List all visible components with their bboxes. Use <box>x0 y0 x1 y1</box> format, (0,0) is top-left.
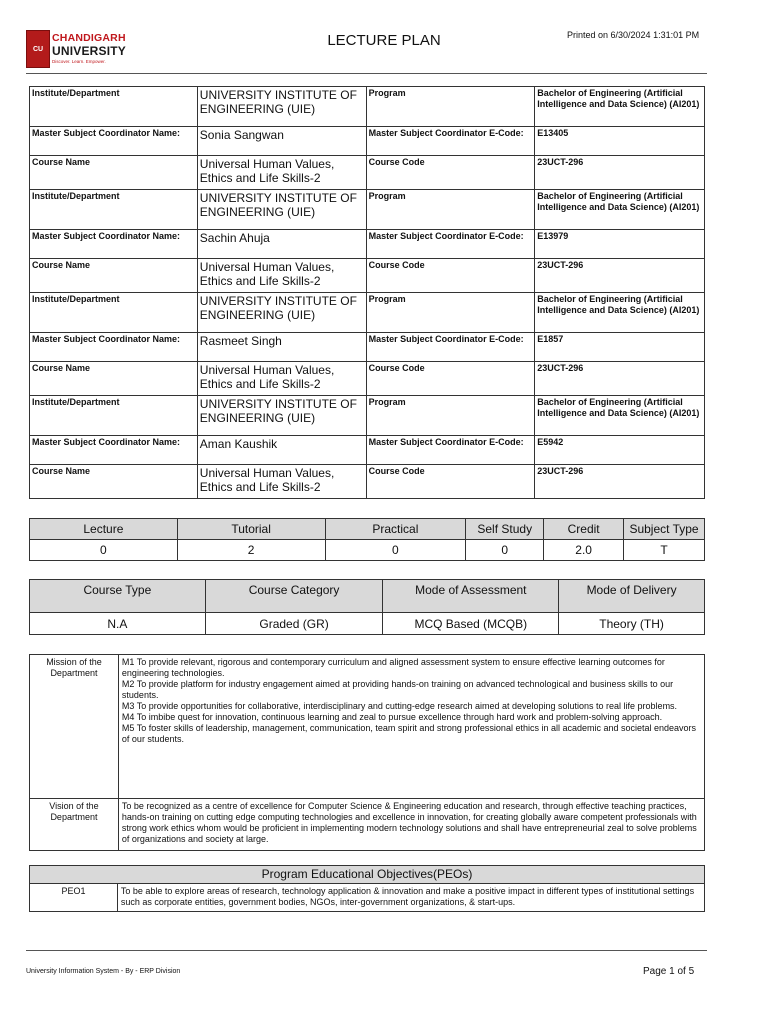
mission-item-m3: M3 To provide opportunities for collaborative, interdisciplinary and cutting-edge research aimed at developing solutions to real life problems. <box>121 701 678 711</box>
info-cell-value: UNIVERSITY INSTITUTE OF ENGINEERING (UIE) <box>197 190 366 230</box>
info-cell-value: UNIVERSITY INSTITUTE OF ENGINEERING (UIE) <box>197 396 366 436</box>
info-row <box>30 362 705 396</box>
info-cell-label: Course Name <box>30 156 198 190</box>
info-cell-label2: Course Code <box>366 156 535 190</box>
mission-item-m2: M2 To provide platform for industry engagement aimed at providing hands-on training on advanced technological and business skills to our students. <box>121 679 674 700</box>
info-cell-label2: Master Subject Coordinator E-Code: <box>366 230 535 259</box>
vision-label: Vision of the Department <box>30 799 119 851</box>
info-cell-label: Master Subject Coordinator Name: <box>30 333 198 362</box>
info-cell-value2: E5942 <box>535 436 705 465</box>
info-cell-value: Universal Human Values, Ethics and Life Skills-2 <box>197 362 366 396</box>
vision-text: To be recognized as a centre of excellence for Computer Science & Engineering education and research, through effective teaching practices, hands-on training on cutting edge computing technologies and excellence in innovation, for creating globally aware competent professionals with strong work ethics whom would be proficient in implementing modern technology solutions and shall have entrepreneurial zeal to solve problems of organizations and society at large. <box>118 799 704 851</box>
info-row <box>30 465 705 499</box>
info-row <box>30 436 705 465</box>
course-header-category: Course Category <box>205 580 383 613</box>
info-cell-value: Aman Kaushik <box>197 436 366 465</box>
peo-text: To be able to explore areas of research, technology application & innovation and make a positive impact in different types of institutional settings such as corporate entities, government bodies, NGOs, inter-government organizations, & start-ups. <box>117 884 704 912</box>
course-header-delivery: Mode of Delivery <box>559 580 705 613</box>
info-cell-label: Institute/Department <box>30 87 198 127</box>
logo-line2: UNIVERSITY <box>52 44 127 58</box>
info-cell-label: Course Name <box>30 362 198 396</box>
hours-value-lecture: 0 <box>30 540 178 561</box>
mission-item-m5: M5 To foster skills of leadership, management, communication, team spirit and strong professional ethics in all academic and societal endeavors of our students. <box>121 723 697 744</box>
info-row <box>30 333 705 362</box>
info-cell-value2: 23UCT-296 <box>535 465 705 499</box>
peo-title: Program Educational Objectives(PEOs) <box>30 866 705 884</box>
info-cell-value2: 23UCT-296 <box>535 156 705 190</box>
info-cell-value2: E13979 <box>535 230 705 259</box>
info-cell-value: Universal Human Values, Ethics and Life Skills-2 <box>197 465 366 499</box>
info-cell-label2: Program <box>366 190 535 230</box>
course-header-type: Course Type <box>30 580 206 613</box>
hours-header-practical: Practical <box>325 519 466 540</box>
info-cell-value: Sonia Sangwan <box>197 127 366 156</box>
mission-item-m4: M4 To imbibe quest for innovation, continuous learning and zeal to pursue excellence through hard work and problem-solving approach. <box>121 712 663 722</box>
course-value-category: Graded (GR) <box>205 613 383 635</box>
hours-value-self-study: 0 <box>466 540 544 561</box>
hours-header-tutorial: Tutorial <box>177 519 325 540</box>
info-cell-value2: 23UCT-296 <box>535 362 705 396</box>
info-cell-label: Institute/Department <box>30 190 198 230</box>
info-cell-label: Master Subject Coordinator Name: <box>30 436 198 465</box>
footer-system-label: University Information System - By - ERP Division <box>26 968 181 975</box>
page-number: Page 1 of 5 <box>643 966 695 977</box>
info-row <box>30 293 705 333</box>
mission-label: Mission of the Department <box>30 655 119 799</box>
hours-header-subject-type: Subject Type <box>624 519 705 540</box>
info-cell-value2: Bachelor of Engineering (Artificial Intelligence and Data Science) (AI201) <box>535 190 705 230</box>
info-cell-value2: 23UCT-296 <box>535 259 705 293</box>
hours-table <box>29 518 705 561</box>
info-cell-value: UNIVERSITY INSTITUTE OF ENGINEERING (UIE) <box>197 293 366 333</box>
logo-line1: CHANDIGARH <box>52 32 126 44</box>
info-row <box>30 156 705 190</box>
hours-value-practical: 0 <box>325 540 466 561</box>
info-cell-label2: Program <box>366 396 535 436</box>
hours-header-lecture: Lecture <box>30 519 178 540</box>
mission-vision-table <box>29 654 705 851</box>
footer-divider <box>26 950 707 951</box>
info-cell-label2: Master Subject Coordinator E-Code: <box>366 127 535 156</box>
peo-table <box>29 865 705 912</box>
info-row <box>30 396 705 436</box>
info-cell-label: Institute/Department <box>30 396 198 436</box>
info-cell-value2: E1857 <box>535 333 705 362</box>
info-cell-value2: E13405 <box>535 127 705 156</box>
hours-value-credit: 2.0 <box>544 540 624 561</box>
info-cell-value: Universal Human Values, Ethics and Life Skills-2 <box>197 259 366 293</box>
mission-text <box>118 655 704 799</box>
info-cell-label2: Course Code <box>366 362 535 396</box>
info-cell-label2: Master Subject Coordinator E-Code: <box>366 333 535 362</box>
course-header-assessment: Mode of Assessment <box>383 580 559 613</box>
info-cell-label: Institute/Department <box>30 293 198 333</box>
info-cell-value: UNIVERSITY INSTITUTE OF ENGINEERING (UIE) <box>197 87 366 127</box>
info-cell-label2: Course Code <box>366 465 535 499</box>
hours-value-subject-type: T <box>624 540 705 561</box>
info-cell-value: Rasmeet Singh <box>197 333 366 362</box>
course-value-assessment: MCQ Based (MCQB) <box>383 613 559 635</box>
info-cell-value: Universal Human Values, Ethics and Life Skills-2 <box>197 156 366 190</box>
info-cell-label: Master Subject Coordinator Name: <box>30 230 198 259</box>
page-title: LECTURE PLAN <box>327 32 441 49</box>
hours-header-credit: Credit <box>544 519 624 540</box>
peo-code: PEO1 <box>30 884 118 912</box>
mission-item-m1: M1 To provide relevant, rigorous and contemporary curriculum and aligned assessment system to ensure effective learning outcomes for engineering technologies. <box>121 657 665 678</box>
course-type-table <box>29 579 705 635</box>
info-cell-label: Course Name <box>30 259 198 293</box>
info-row <box>30 190 705 230</box>
hours-value-tutorial: 2 <box>177 540 325 561</box>
crest-icon: CU <box>26 30 50 68</box>
info-row <box>30 230 705 259</box>
info-cell-label: Master Subject Coordinator Name: <box>30 127 198 156</box>
info-cell-label2: Master Subject Coordinator E-Code: <box>366 436 535 465</box>
info-cell-value2: Bachelor of Engineering (Artificial Intelligence and Data Science) (AI201) <box>535 396 705 436</box>
info-cell-value2: Bachelor of Engineering (Artificial Intelligence and Data Science) (AI201) <box>535 87 705 127</box>
info-cell-label2: Program <box>366 87 535 127</box>
info-cell-label2: Program <box>366 293 535 333</box>
course-info-table <box>29 86 705 499</box>
info-row <box>30 127 705 156</box>
header-divider <box>26 73 707 74</box>
info-cell-label2: Course Code <box>366 259 535 293</box>
info-cell-value: Sachin Ahuja <box>197 230 366 259</box>
hours-header-self-study: Self Study <box>466 519 544 540</box>
info-cell-value2: Bachelor of Engineering (Artificial Intelligence and Data Science) (AI201) <box>535 293 705 333</box>
printed-timestamp: Printed on 6/30/2024 1:31:01 PM <box>567 30 700 40</box>
info-row <box>30 259 705 293</box>
logo-tagline: Discover. Learn. Empower. <box>52 59 106 64</box>
course-value-type: N.A <box>30 613 206 635</box>
info-row <box>30 87 705 127</box>
info-cell-label: Course Name <box>30 465 198 499</box>
course-value-delivery: Theory (TH) <box>559 613 705 635</box>
